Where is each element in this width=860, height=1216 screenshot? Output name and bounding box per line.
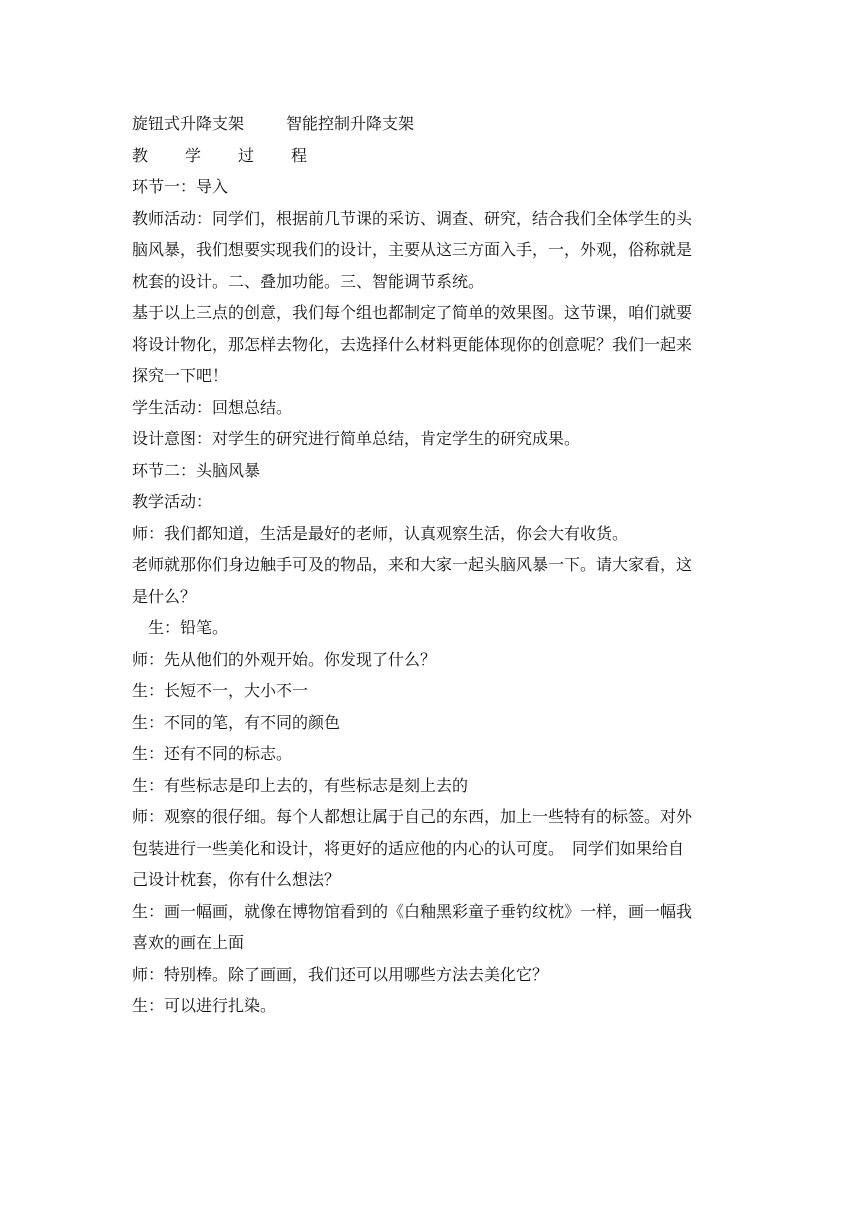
paragraph-line: 探究一下吧！	[132, 366, 229, 385]
paragraph-line: 生：画一幅画，就像在博物馆看到的《白釉黑彩童子垂钓纹枕》一样，画一幅我	[132, 901, 693, 921]
header-right: 智能控制升降支架	[286, 114, 415, 133]
process-title-char: 过	[238, 145, 255, 165]
paragraph-line: 基于以上三点的创意，我们每个组也都制定了简单的效果图。这节课，咱们就要	[132, 303, 693, 322]
paragraph-line: 设计意图：对学生的研究进行简单总结，肯定学生的研究成果。	[132, 429, 581, 448]
paragraph-line: 师：特别棒。除了画画，我们还可以用哪些方法去美化它？	[132, 964, 549, 984]
paragraph-line: 脑风暴，我们想要实现我们的设计，主要从这三方面入手，一，外观，俗称就是	[132, 240, 693, 259]
process-title-char: 学	[185, 145, 202, 165]
paragraph-line: 生：可以进行扎染。	[132, 996, 277, 1015]
paragraph-line: 生：铅笔。	[148, 618, 229, 637]
paragraph-line: 师：我们都知道，生活是最好的老师，认真观察生活，你会大有收货。	[132, 523, 629, 543]
paragraph-line: 师：观察的很仔细。每个人都想让属于自己的东西，加上一些特有的标签。对外	[132, 807, 693, 826]
process-title-char: 教	[132, 145, 149, 165]
paragraph-line: 老师就那你们身边触手可及的物品，来和大家一起头脑风暴一下。请大家看，这	[132, 555, 693, 574]
section-heading-2: 环节二：头脑风暴	[132, 460, 261, 480]
process-title-char: 程	[291, 145, 308, 165]
paragraph-line: 生：不同的笔，有不同的颜色	[132, 712, 341, 732]
header-line	[132, 108, 738, 140]
paragraph-line: 学生活动：回想总结。	[132, 397, 293, 417]
paragraph-line: 将设计物化，那怎样去物化，去选择什么材料更能体现你的创意呢？我们一起来	[132, 334, 693, 354]
paragraph-line: 包装进行一些美化和设计，将更好的适应他的内心的认可度。 同学们如果给自	[132, 838, 685, 858]
paragraph-line: 枕套的设计。二、叠加功能。三、智能调节系统。	[132, 271, 485, 291]
paragraph-line: 喜欢的画在上面	[132, 933, 245, 952]
section-heading-1: 环节一：导入	[132, 177, 229, 196]
process-title	[132, 140, 738, 172]
paragraph-line: 师：先从他们的外观开始。你发现了什么？	[132, 649, 437, 669]
paragraph-line: 是什么？	[132, 586, 197, 606]
paragraph-line: 教师活动：同学们，根据前几节课的采访、调查、研究，结合我们全体学生的头	[132, 208, 693, 228]
document-page	[132, 108, 738, 1022]
paragraph-line: 生：还有不同的标志。	[132, 744, 293, 763]
header-left: 旋钮式升降支架	[132, 114, 245, 133]
paragraph-line: 生：长短不一，大小不一	[132, 681, 309, 700]
paragraph-line: 教学活动：	[132, 492, 213, 511]
paragraph-line: 生：有些标志是印上去的，有些标志是刻上去的	[132, 775, 469, 795]
paragraph-line: 己设计枕套，你有什么想法？	[132, 870, 341, 889]
